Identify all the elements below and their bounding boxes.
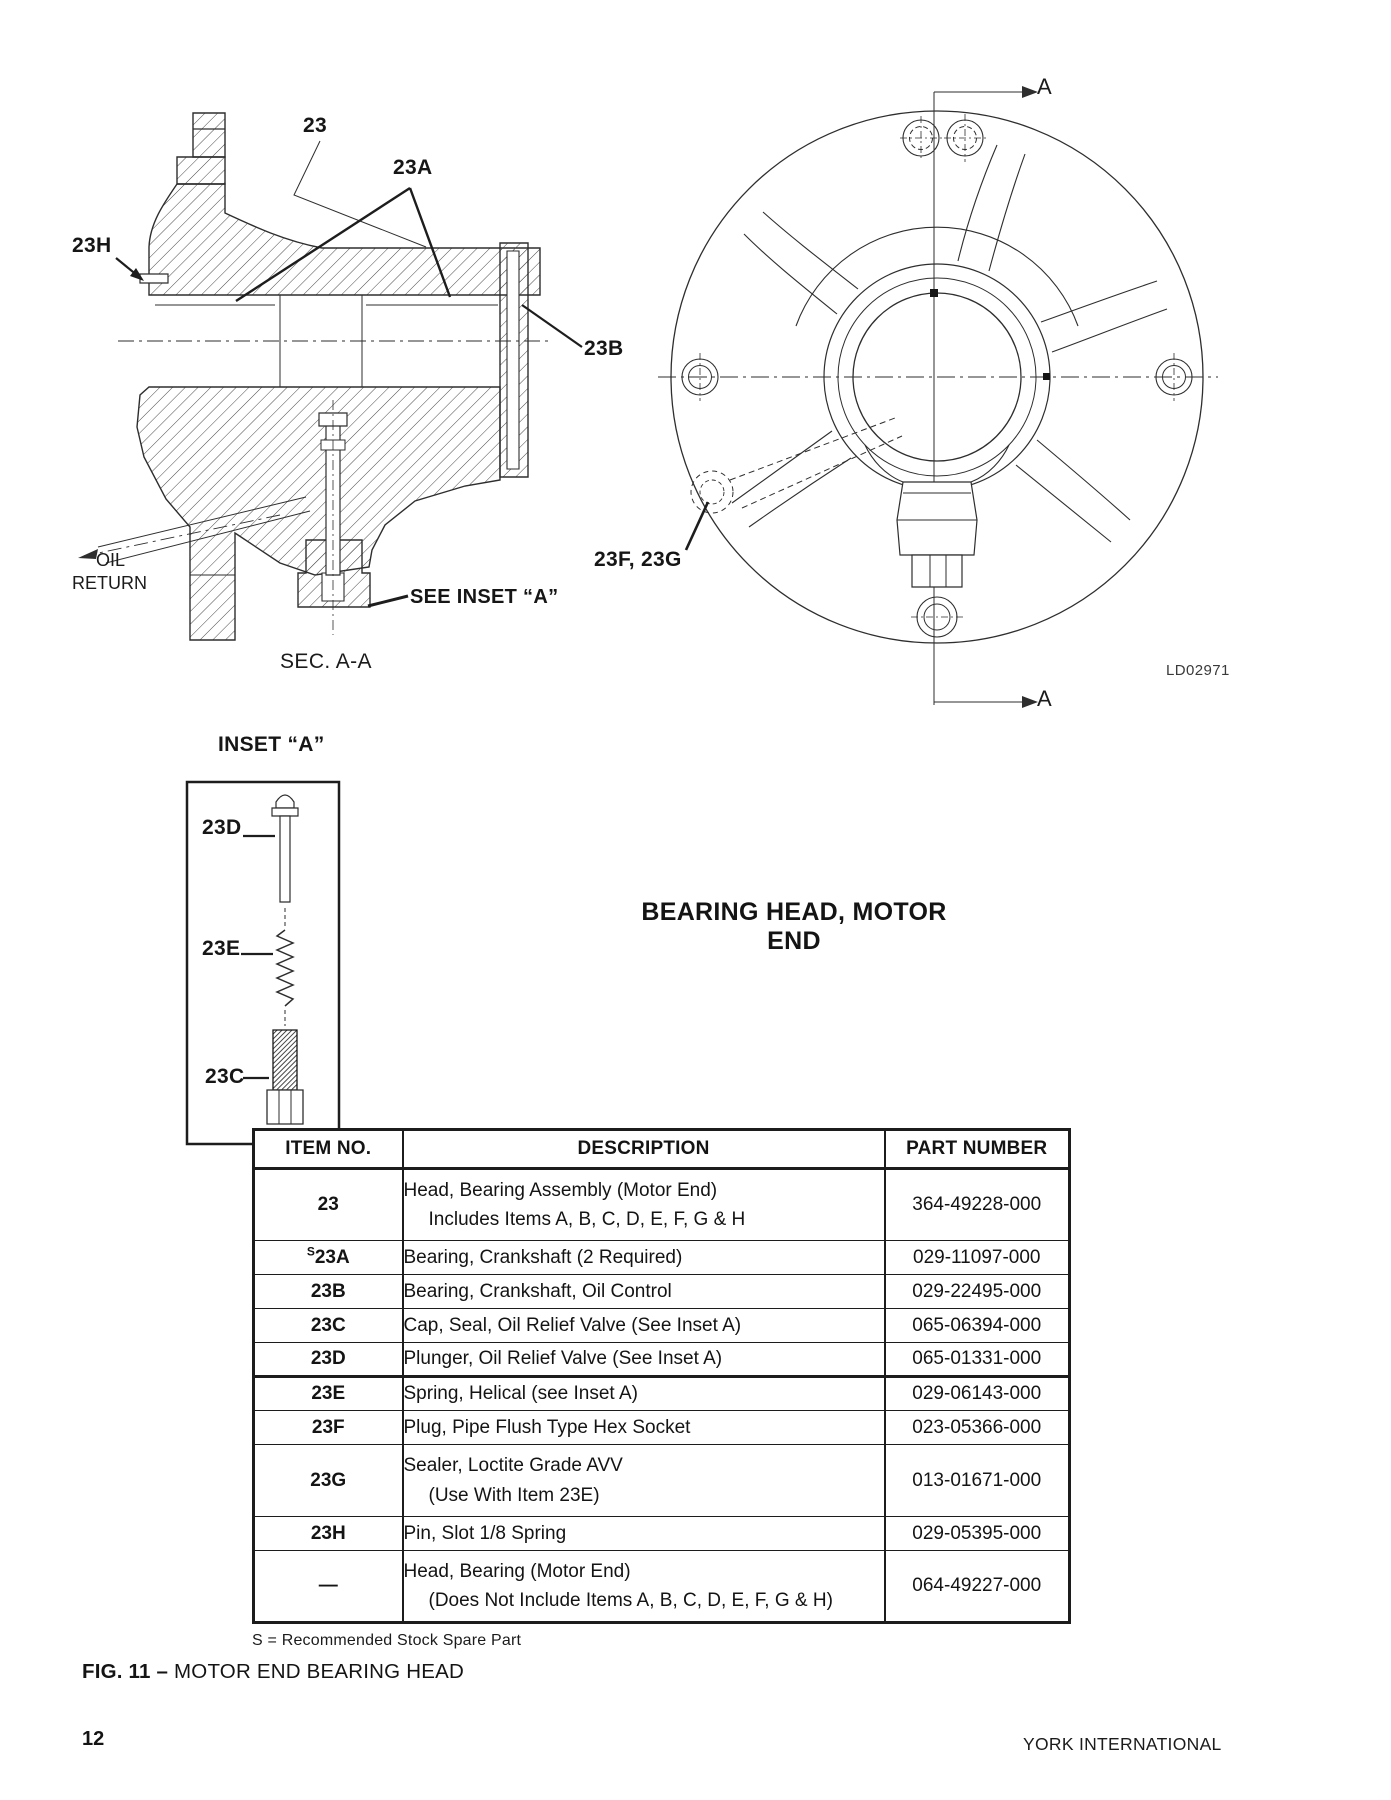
description-cell: Bearing, Crankshaft (2 Required) bbox=[403, 1241, 885, 1275]
section-arrow-top bbox=[1022, 86, 1038, 98]
callout-23: 23 bbox=[303, 114, 327, 137]
section-arrow-bottom bbox=[1022, 696, 1038, 708]
section-marker-a-top: A bbox=[1037, 74, 1053, 99]
table-row bbox=[254, 1309, 1070, 1343]
table-row bbox=[254, 1517, 1070, 1551]
callout-23f-23g: 23F, 23G bbox=[594, 548, 682, 571]
item-cell: 23B bbox=[254, 1275, 403, 1309]
leader-23f-23g bbox=[686, 502, 708, 550]
item-cell: 23D bbox=[254, 1343, 403, 1377]
inset-title: INSET “A” bbox=[218, 733, 325, 756]
figure-number: FIG. 11 – bbox=[82, 1660, 169, 1683]
part-number-cell: 013-01671-000 bbox=[885, 1445, 1070, 1517]
description-cell: Plunger, Oil Relief Valve (See Inset A) bbox=[403, 1343, 885, 1377]
description-cell: Plug, Pipe Flush Type Hex Socket bbox=[403, 1411, 885, 1445]
oil-return-label: OIL RETURN bbox=[72, 550, 147, 593]
callout-23h: 23H bbox=[72, 234, 112, 257]
col-header-part-number: PART NUMBER bbox=[885, 1130, 1070, 1169]
page-title: BEARING HEAD, MOTOR END bbox=[641, 898, 947, 955]
section-caption: SEC. A-A bbox=[280, 650, 372, 673]
callout-23c: 23C bbox=[205, 1065, 245, 1088]
item-cell: 23C bbox=[254, 1309, 403, 1343]
section-marker-a-bottom: A bbox=[1037, 686, 1053, 711]
table-row bbox=[254, 1377, 1070, 1411]
col-header-description: DESCRIPTION bbox=[403, 1130, 885, 1169]
description-cell: Cap, Seal, Oil Relief Valve (See Inset A) bbox=[403, 1309, 885, 1343]
table-row bbox=[254, 1551, 1070, 1623]
item-cell: 23F bbox=[254, 1411, 403, 1445]
table-header-row bbox=[254, 1130, 1070, 1169]
callout-23b: 23B bbox=[584, 337, 624, 360]
table-row bbox=[254, 1343, 1070, 1377]
see-inset-label: SEE INSET “A” bbox=[410, 586, 559, 608]
part-number-cell: 065-01331-000 bbox=[885, 1343, 1070, 1377]
description-cell: Pin, Slot 1/8 Spring bbox=[403, 1517, 885, 1551]
table-row bbox=[254, 1275, 1070, 1309]
callout-23d: 23D bbox=[202, 816, 242, 839]
item-cell: 23E bbox=[254, 1377, 403, 1411]
description-cell: Head, Bearing (Motor End) (Does Not Include Items A, B, C, D, E, F, G & H) bbox=[403, 1551, 885, 1623]
item-cell: 23G bbox=[254, 1445, 403, 1517]
part-number-cell: 064-49227-000 bbox=[885, 1551, 1070, 1623]
item-cell: — bbox=[254, 1551, 403, 1623]
figure-title: MOTOR END BEARING HEAD bbox=[174, 1660, 464, 1683]
table-row bbox=[254, 1169, 1070, 1241]
part-number-cell: 364-49228-000 bbox=[885, 1169, 1070, 1241]
description-cell: Head, Bearing Assembly (Motor End) Includes Items A, B, C, D, E, F, G & H bbox=[403, 1169, 885, 1241]
table-row bbox=[254, 1445, 1070, 1517]
part-number-cell: 023-05366-000 bbox=[885, 1411, 1070, 1445]
page-number: 12 bbox=[82, 1728, 105, 1750]
figure-caption bbox=[82, 1660, 464, 1684]
table-row bbox=[254, 1411, 1070, 1445]
front-view-drawing bbox=[600, 50, 1300, 720]
part-number-cell: 029-22495-000 bbox=[885, 1275, 1070, 1309]
section-view-drawing bbox=[70, 95, 650, 695]
col-header-item: ITEM NO. bbox=[254, 1130, 403, 1169]
parts-table bbox=[252, 1128, 1071, 1624]
drawing-code: LD02971 bbox=[1166, 662, 1230, 679]
part-number-cell: 029-06143-000 bbox=[885, 1377, 1070, 1411]
part-number-cell: 065-06394-000 bbox=[885, 1309, 1070, 1343]
description-cell: Sealer, Loctite Grade AVV (Use With Item 23E) bbox=[403, 1445, 885, 1517]
part-number-cell: 029-11097-000 bbox=[885, 1241, 1070, 1275]
callout-23e: 23E bbox=[202, 937, 241, 960]
table-row bbox=[254, 1241, 1070, 1275]
table-footnote: S = Recommended Stock Spare Part bbox=[252, 1632, 522, 1649]
description-cell: Bearing, Crankshaft, Oil Control bbox=[403, 1275, 885, 1309]
publisher-name: YORK INTERNATIONAL bbox=[1023, 1734, 1222, 1754]
item-cell: 23H bbox=[254, 1517, 403, 1551]
description-cell: Spring, Helical (see Inset A) bbox=[403, 1377, 885, 1411]
item-cell: 23 bbox=[254, 1169, 403, 1241]
item-cell: $^S$23A bbox=[254, 1241, 403, 1275]
part-number-cell: 029-05395-000 bbox=[885, 1517, 1070, 1551]
leader-see-inset bbox=[368, 596, 408, 606]
callout-23a: 23A bbox=[393, 156, 433, 179]
